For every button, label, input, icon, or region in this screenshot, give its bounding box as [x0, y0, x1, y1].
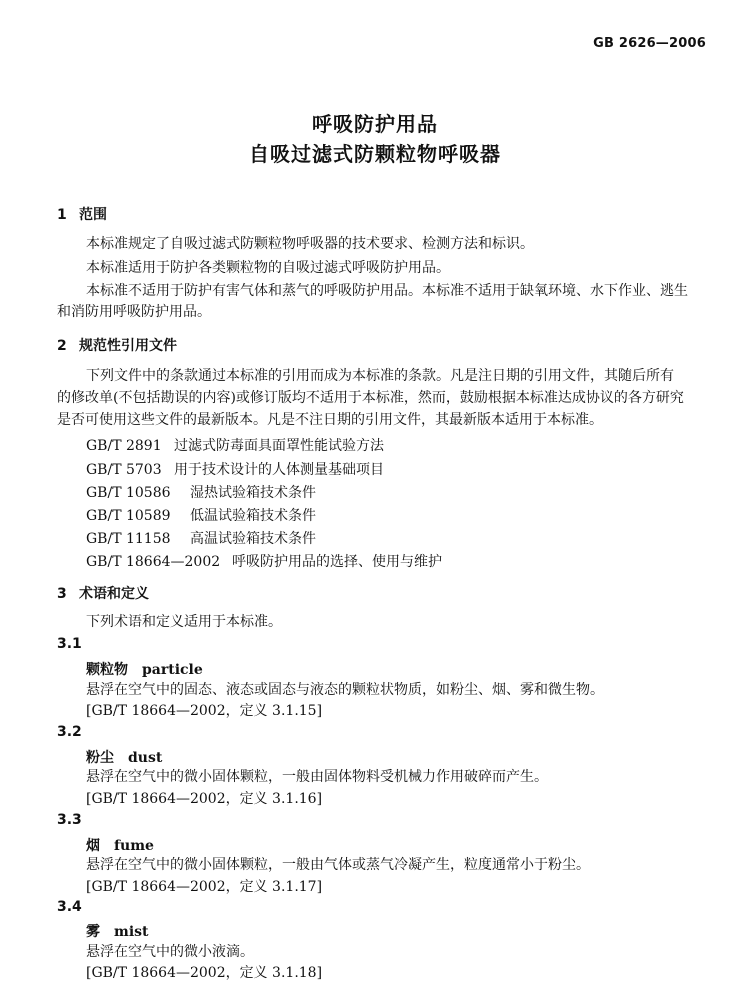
term — [86, 921, 148, 941]
clause-number: 3.3 — [57, 812, 82, 828]
paragraph-continued: 的修改单(不包括勘误的内容)或修订版均不适用于本标准，然而，鼓励根据本标准达成协议的各方研究 — [57, 390, 684, 406]
section-2-heading — [57, 335, 177, 355]
section-number: 1 — [57, 207, 67, 223]
term-source: [GB/T 18664—2002，定义 3.1.18] — [86, 965, 323, 981]
paragraph: 本标准规定了自吸过滤式防颗粒物呼吸器的技术要求、检测方法和标识。 — [86, 236, 534, 252]
section-title: 术语和定义 — [79, 586, 149, 602]
term-chinese: 烟 — [86, 838, 100, 854]
term-definition: 悬浮在空气中的微小固体颗粒，一般由固体物料受机械力作用破碎而产生。 — [86, 769, 548, 785]
term-english: dust — [128, 750, 163, 766]
reference-code: GB/T 5703 — [86, 462, 162, 478]
reference-item — [86, 505, 316, 525]
term-english: fume — [114, 838, 154, 854]
reference-item — [86, 459, 384, 479]
reference-item — [86, 482, 316, 502]
section-title: 规范性引用文件 — [79, 338, 177, 354]
standard-number: GB 2626—2006 — [593, 36, 706, 51]
reference-code: GB/T 11158 — [86, 531, 171, 547]
term — [86, 747, 162, 767]
paragraph: 本标准不适用于防护有害气体和蒸气的呼吸防护用品。本标准不适用于缺氧环境、水下作业、逃生 — [86, 283, 688, 299]
term-definition: 悬浮在空气中的微小液滴。 — [86, 944, 254, 960]
reference-code: GB/T 18664—2002 — [86, 554, 221, 570]
reference-title: 湿热试验箱技术条件 — [190, 485, 316, 501]
term-chinese: 雾 — [86, 924, 100, 940]
reference-title: 过滤式防毒面具面罩性能试验方法 — [174, 438, 384, 454]
page-title-line1: 呼吸防护用品 — [312, 112, 438, 136]
reference-item — [86, 551, 442, 571]
reference-item — [86, 528, 316, 548]
clause-number: 3.4 — [57, 899, 82, 915]
term-chinese: 粉尘 — [86, 750, 114, 766]
clause-number: 3.1 — [57, 636, 82, 652]
reference-item — [86, 435, 384, 455]
reference-title: 低温试验箱技术条件 — [190, 508, 316, 524]
section-3-heading — [57, 583, 149, 603]
paragraph: 下列术语和定义适用于本标准。 — [86, 614, 282, 630]
clause-number: 3.2 — [57, 724, 82, 740]
term-chinese: 颗粒物 — [86, 662, 128, 678]
section-1-heading — [57, 204, 107, 224]
section-title: 范围 — [79, 207, 107, 223]
page-title-line2: 自吸过滤式防颗粒物呼吸器 — [249, 142, 501, 166]
reference-title: 用于技术设计的人体测量基础项目 — [174, 462, 384, 478]
term-source: [GB/T 18664—2002，定义 3.1.15] — [86, 703, 323, 719]
term-source: [GB/T 18664—2002，定义 3.1.17] — [86, 879, 323, 895]
term — [86, 835, 154, 855]
term-english: mist — [114, 924, 149, 940]
paragraph: 本标准适用于防护各类颗粒物的自吸过滤式呼吸防护用品。 — [86, 260, 450, 276]
section-number: 2 — [57, 338, 67, 354]
reference-code: GB/T 2891 — [86, 438, 162, 454]
reference-title: 呼吸防护用品的选择、使用与维护 — [232, 554, 442, 570]
section-number: 3 — [57, 586, 67, 602]
term — [86, 659, 203, 679]
paragraph: 下列文件中的条款通过本标准的引用而成为本标准的条款。凡是注日期的引用文件，其随后所有 — [86, 368, 674, 384]
term-source: [GB/T 18664—2002，定义 3.1.16] — [86, 791, 323, 807]
paragraph-continued: 是否可使用这些文件的最新版本。凡是不注日期的引用文件，其最新版本适用于本标准。 — [57, 412, 603, 428]
term-definition: 悬浮在空气中的微小固体颗粒，一般由气体或蒸气冷凝产生，粒度通常小于粉尘。 — [86, 857, 590, 873]
reference-code: GB/T 10589 — [86, 508, 171, 524]
term-english: particle — [142, 662, 203, 678]
term-definition: 悬浮在空气中的固态、液态或固态与液态的颗粒状物质，如粉尘、烟、雾和微生物。 — [86, 682, 604, 698]
reference-code: GB/T 10586 — [86, 485, 171, 501]
paragraph-continued: 和消防用呼吸防护用品。 — [57, 304, 211, 320]
reference-title: 高温试验箱技术条件 — [190, 531, 316, 547]
